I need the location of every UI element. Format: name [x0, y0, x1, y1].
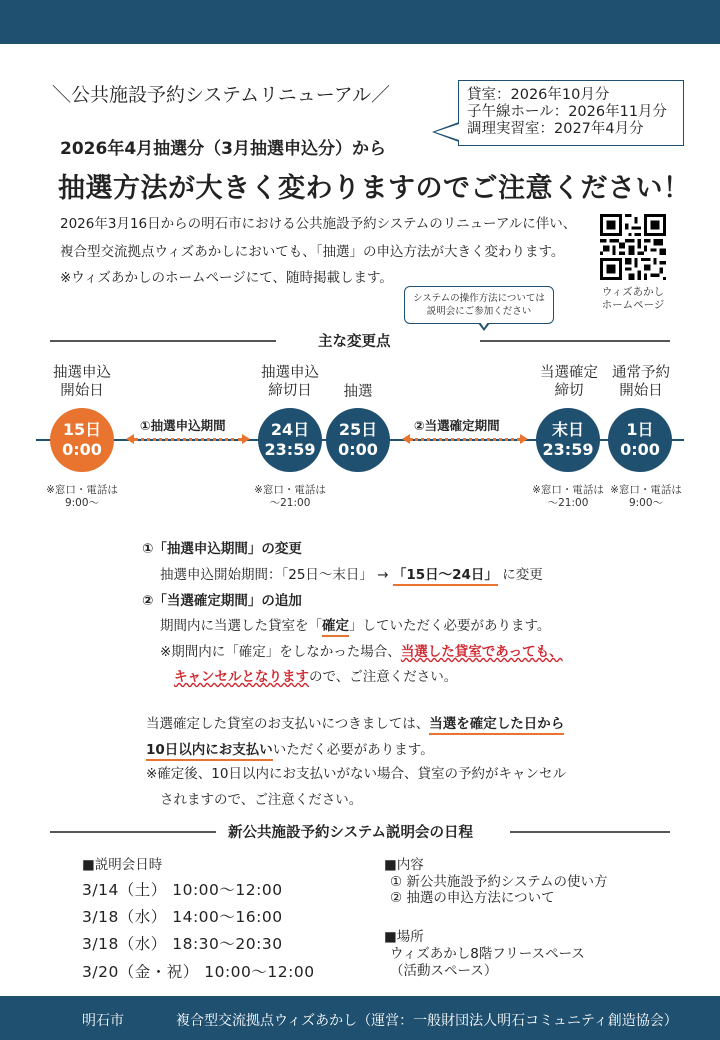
highlight-text: 「15日〜24日」	[393, 567, 498, 586]
arrow-right-icon	[242, 434, 250, 444]
change2-title: ②「当選確定期間」の追加	[142, 593, 302, 609]
payment-note: ※確定後、10日以内にお支払いがない場合、貸室の予約がキャンセル	[146, 766, 566, 782]
callout-line: 貸室：2026年10月分	[467, 87, 610, 103]
qr-caption	[588, 286, 678, 312]
seminar-dates-heading: ■説明会日時	[82, 857, 163, 873]
change2-detail	[160, 614, 550, 634]
intro-line: 複合型交流拠点ウィズあかしにおいても、「抽選」の申込方法が大きく変わります。	[60, 244, 565, 260]
marker-day: 1日	[626, 420, 654, 439]
timeline-marker-confirm-deadline	[536, 408, 600, 472]
footer-bar	[0, 996, 720, 1040]
timeline-label-regular-start	[596, 364, 686, 400]
seminar-date: 3/20（金・祝） 10:00〜12:00	[82, 963, 315, 981]
renewal-tagline: ＼公共施設予約システムリニューアル／	[52, 84, 391, 106]
label-line: 通常予約	[612, 365, 670, 381]
seminar-content-heading: ■内容	[384, 857, 424, 873]
footer-facility: 複合型交流拠点ウィズあかし（運営：一般財団法人明石コミュニティ創造協会）	[176, 1013, 678, 1029]
timeline-label-lottery	[313, 383, 403, 401]
headline: 抽選方法が大きく変わりますのでご注意ください！	[58, 173, 691, 204]
arrow-right-icon	[520, 434, 528, 444]
intro-line: 2026年3月16日からの明石市における公共施設予約システムのリニューアルに伴い、	[60, 216, 577, 232]
seminar-place: ウィズあかし8階フリースペース	[390, 946, 585, 962]
callout-tail-inner	[435, 124, 459, 140]
highlight-text: 当選を確定した日から	[429, 716, 564, 735]
highlight-text: 10日以内にお支払い	[146, 742, 273, 761]
warning-text: キャンセルとなります	[174, 669, 309, 685]
timeline-marker-lottery	[326, 408, 390, 472]
change1-detail	[160, 563, 543, 583]
target-schedule-callout	[458, 80, 684, 146]
divider	[480, 340, 670, 342]
label-line: 開始日	[619, 383, 663, 399]
period-label-apply: ①抽選申込期間	[140, 418, 226, 433]
timeline-note	[601, 484, 691, 510]
marker-day: 15日	[62, 420, 102, 439]
label-line: 締切	[554, 383, 584, 399]
label-line: 当選確定	[540, 365, 598, 381]
footer-org: 明石市	[82, 1013, 124, 1029]
seminar-date: 3/18（水） 18:30〜20:30	[82, 935, 283, 953]
timeline-marker-regular-start	[608, 408, 672, 472]
qr-caption-line: ホームページ	[601, 299, 665, 311]
timeline-marker-apply-start	[50, 408, 114, 472]
note-bubble-tail-inner	[480, 322, 488, 328]
intro-line: ※ウィズあかしのホームページにて、随時掲載します。	[60, 270, 393, 286]
note-line: ※窓口・電話は	[532, 484, 604, 496]
label-line: 抽選	[343, 384, 373, 400]
seminar-content-item: ② 抽選の申込方法について	[390, 890, 555, 906]
change2-warning	[160, 640, 563, 660]
marker-day: 25日	[338, 420, 378, 439]
marker-time: 0:00	[338, 440, 378, 459]
seminar-content-item: ① 新公共施設予約システムの使い方	[390, 874, 608, 890]
timeline-label-apply-start	[37, 364, 127, 400]
highlight-text: 確定	[322, 618, 349, 637]
note-line: システムの操作方法については	[413, 293, 545, 304]
top-banner	[0, 0, 720, 44]
seminar-date: 3/14（土） 10:00〜12:00	[82, 881, 283, 899]
text: 当選確定した貸室のお支払いにつきましては、	[146, 716, 430, 732]
marker-day: 24日	[270, 420, 310, 439]
text: いただく必要があります。	[272, 742, 434, 758]
arrow-left-icon	[126, 434, 134, 444]
timeline-marker-apply-end	[258, 408, 322, 472]
arrow-left-icon	[402, 434, 410, 444]
note-line: 〜21:00	[269, 497, 311, 509]
callout-line: 子午線ホール：2026年11月分	[467, 104, 668, 120]
seminar-note-bubble	[404, 286, 554, 324]
payment-line	[146, 712, 564, 732]
label-line: 抽選申込	[261, 365, 319, 381]
note-line: ※窓口・電話は	[610, 484, 682, 496]
text: に変更	[497, 567, 543, 583]
period-arrow-apply	[134, 438, 242, 441]
divider	[50, 340, 276, 342]
timeline-note	[245, 484, 335, 510]
period-label-confirm: ②当選確定期間	[414, 418, 500, 433]
divider	[50, 831, 216, 833]
note-line: 〜21:00	[547, 497, 589, 509]
marker-time: 23:59	[542, 440, 594, 459]
seminar-date: 3/18（水） 14:00〜16:00	[82, 908, 283, 926]
label-line: 締切日	[268, 383, 312, 399]
seminar-section-title: 新公共施設予約システム説明会の日程	[228, 825, 474, 841]
note-line: ※窓口・電話は	[254, 484, 326, 496]
note-line: 9:00〜	[64, 497, 100, 509]
qr-caption-line: ウィズあかし	[601, 286, 665, 298]
change2-warning-cont	[174, 665, 457, 685]
payment-line	[146, 738, 434, 758]
seminar-place-heading: ■場所	[384, 929, 424, 945]
label-line: 抽選申込	[53, 365, 111, 381]
payment-note: されますので、ご注意ください。	[160, 792, 363, 808]
seminar-place: （活動スペース）	[390, 963, 498, 979]
subheading: 2026年4月抽選分（3月抽選申込分）から	[60, 139, 386, 159]
marker-time: 0:00	[620, 440, 660, 459]
timeline-note	[523, 484, 613, 510]
marker-time: 0:00	[62, 440, 102, 459]
text: ので、ご注意ください。	[309, 669, 458, 685]
label-line: 開始日	[60, 383, 104, 399]
text: 期間内に当選した貸室を「	[160, 618, 322, 634]
marker-day: 末日	[551, 420, 584, 439]
text: 抽選申込開始期間：「25日〜末日」 →	[160, 567, 393, 583]
period-arrow-confirm	[410, 438, 520, 441]
warning-text: 当選した貸室であっても、	[400, 644, 563, 660]
change1-title: ①「抽選申込期間」の変更	[142, 541, 302, 557]
marker-time: 23:59	[264, 440, 316, 459]
text: 」していただく必要があります。	[349, 618, 551, 634]
note-line: ※窓口・電話は	[46, 484, 118, 496]
changes-section-title: 主な変更点	[318, 334, 391, 350]
timeline-note	[37, 484, 127, 510]
qr-code-icon[interactable]	[600, 214, 666, 280]
text: ※期間内に「確定」をしなかった場合、	[160, 644, 401, 660]
note-line: 説明会にご参加ください	[426, 306, 532, 317]
divider	[510, 831, 670, 833]
note-line: 9:00〜	[628, 497, 664, 509]
callout-line: 調理実習室：2027年4月分	[467, 121, 644, 137]
